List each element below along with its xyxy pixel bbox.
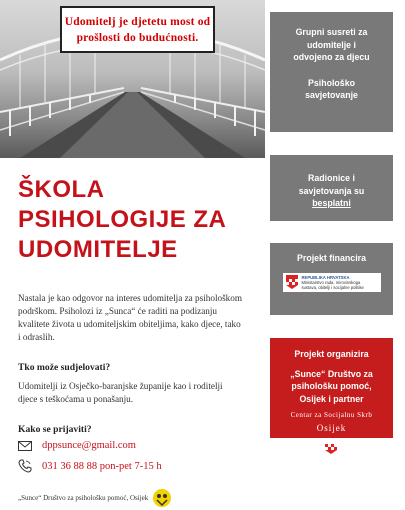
ministry-logo: [283, 273, 381, 292]
logo-line1: REPUBLIKA HRVATSKA: [301, 274, 350, 280]
email-row[interactable]: [18, 440, 136, 451]
who-heading: Tko može sudjelovati?: [18, 362, 111, 373]
box4-line3: psihološku pomoć,: [291, 381, 372, 391]
who-text: Udomitelji iz Osječko-baranjske županije kao i roditelji djece s teškoćama u ponašanju.: [18, 381, 223, 404]
coat-of-arms-icon: [325, 440, 337, 454]
croatian-coat-of-arms-icon: [286, 275, 298, 289]
intro-paragraph: Nastala je kao odgovor na interes udomitelja za psihološkom podrškom. Psiholozi iz „Sunca“ će raditi na podizanju kvalitete života u udomiteljskim obiteljima, kako djece, tako i odraslih.: [18, 293, 243, 342]
hero-image: [0, 0, 265, 158]
title-line2: PSIHOLOGIJE ZA: [18, 206, 227, 233]
box-free-workshops: [270, 155, 393, 221]
box1-line1: Grupni susreti za: [295, 27, 368, 37]
phone-icon: [18, 459, 32, 473]
title-line3: UDOMITELJE: [18, 236, 178, 263]
logo-line2: Ministarstvo rada, mirovinskoga: [301, 279, 361, 285]
footer-text: „Sunce“ Društvo za psihološku pomoć, Osijek: [18, 494, 149, 502]
box1-line3: odvojeno za djecu: [293, 52, 370, 62]
title-line1: ŠKOLA: [18, 176, 105, 203]
hero-quote-banner: [60, 6, 215, 53]
logo-line3: sustava, obitelji i socijalne politike: [301, 284, 364, 290]
sun-logo-icon: [151, 488, 173, 508]
box4-line5: Centar za Socijalnu Skrb: [290, 411, 373, 419]
phone-number[interactable]: 031 36 88 88 pon-pet 7-15 h: [42, 460, 162, 472]
hero-quote-line2: prošlosti do budućnosti.: [76, 31, 199, 44]
box4-line2: „Sunce“ Društvo za: [290, 368, 373, 379]
box4-line4: Osijek i partner: [299, 393, 364, 404]
box2-line2: savjetovanja su: [298, 185, 365, 196]
box2-line1: Radionice i: [308, 173, 355, 183]
apply-heading: Kako se prijaviti?: [18, 424, 92, 435]
box-funding: [270, 243, 393, 315]
box3-title: Projekt financira: [297, 253, 366, 263]
phone-row[interactable]: [18, 459, 162, 473]
box1-line4: Psihološko: [308, 77, 355, 88]
envelope-icon: [18, 441, 32, 451]
box4-line1: Projekt organizira: [294, 349, 369, 359]
email-link[interactable]: dppsunce@gmail.com: [42, 440, 136, 451]
box1-line2: udomitelje i: [307, 39, 356, 50]
box-organizer: [270, 338, 393, 438]
box2-line3: besplatni: [312, 198, 351, 208]
box1-line5: savjetovanje: [305, 90, 358, 100]
page-title: [18, 175, 263, 265]
hero-quote-line1: Udomitelj je djetetu most od: [64, 15, 211, 28]
footer: [18, 488, 173, 508]
box-group-meetings: [270, 12, 393, 132]
box4-line6: Osijek: [316, 422, 347, 433]
